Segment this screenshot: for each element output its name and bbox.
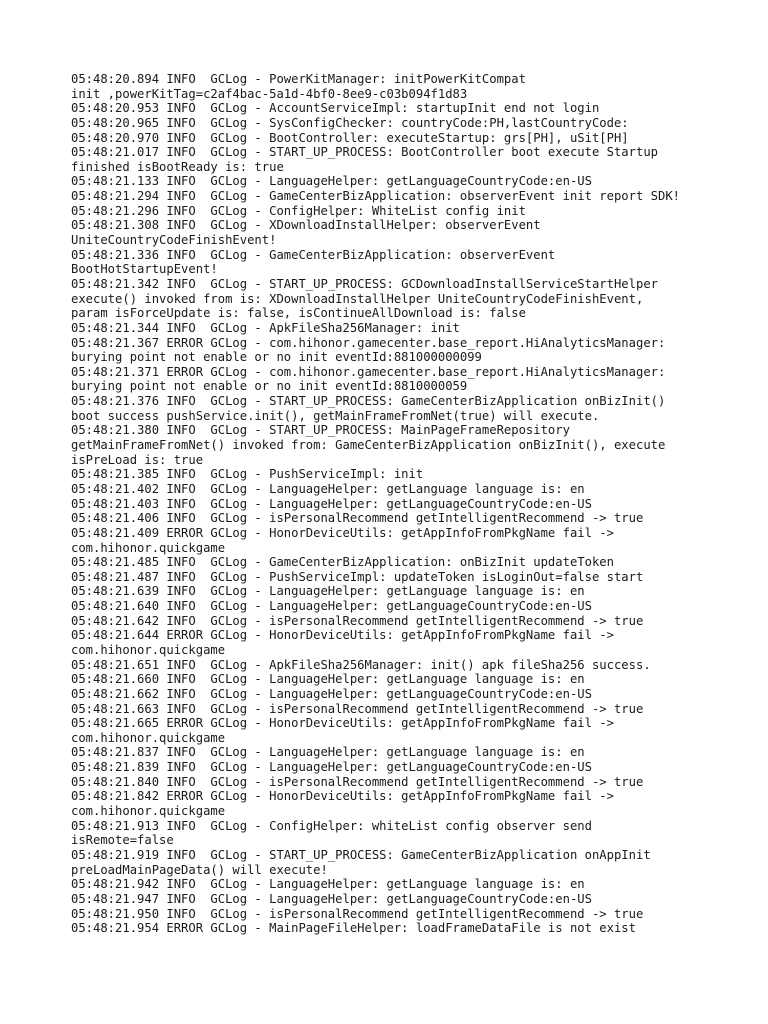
log-line: com.hihonor.quickgame bbox=[71, 540, 226, 555]
log-line: 05:48:21.367 ERROR GCLog - com.hihonor.gamecenter.base_report.HiAnalyticsManager: bbox=[71, 335, 666, 350]
log-line: 05:48:20.965 INFO GCLog - SysConfigChecker: countryCode:PH,lastCountryCode: bbox=[71, 115, 629, 130]
log-line: 05:48:21.402 INFO GCLog - LanguageHelper: getLanguage language is: en bbox=[71, 481, 585, 496]
log-line: 05:48:21.308 INFO GCLog - XDownloadInstallHelper: observerEvent bbox=[71, 218, 541, 233]
log-text-body bbox=[71, 72, 731, 936]
log-line: com.hihonor.quickgame bbox=[71, 642, 226, 657]
log-line: BootHotStartupEvent! bbox=[71, 262, 218, 277]
log-line: 05:48:21.919 INFO GCLog - START_UP_PROCESS: GameCenterBizApplication onAppInit bbox=[71, 847, 651, 862]
log-line: 05:48:21.296 INFO GCLog - ConfigHelper: WhiteList config init bbox=[71, 203, 526, 218]
log-line: 05:48:21.947 INFO GCLog - LanguageHelper: getLanguageCountryCode:en-US bbox=[71, 891, 592, 906]
log-line: 05:48:21.660 INFO GCLog - LanguageHelper: getLanguage language is: en bbox=[71, 672, 585, 687]
log-line: 05:48:21.942 INFO GCLog - LanguageHelper: getLanguage language is: en bbox=[71, 877, 585, 892]
log-line: 05:48:21.017 INFO GCLog - START_UP_PROCESS: BootController boot execute Startup bbox=[71, 145, 658, 160]
log-line: 05:48:21.371 ERROR GCLog - com.hihonor.gamecenter.base_report.HiAnalyticsManager: bbox=[71, 364, 666, 379]
log-line: 05:48:21.837 INFO GCLog - LanguageHelper: getLanguage language is: en bbox=[71, 745, 585, 760]
log-line: 05:48:21.336 INFO GCLog - GameCenterBizApplication: observerEvent bbox=[71, 247, 556, 262]
log-line: 05:48:21.954 ERROR GCLog - MainPageFileHelper: loadFrameDataFile is not exist bbox=[71, 921, 636, 936]
log-line: burying point not enable or no init eventId:881000000099 bbox=[71, 350, 482, 365]
log-line: 05:48:21.133 INFO GCLog - LanguageHelper: getLanguageCountryCode:en-US bbox=[71, 174, 592, 189]
log-line: 05:48:21.840 INFO GCLog - isPersonalRecommend getIntelligentRecommend -> true bbox=[71, 774, 644, 789]
log-line: UniteCountryCodeFinishEvent! bbox=[71, 233, 277, 248]
log-line: 05:48:21.403 INFO GCLog - LanguageHelper: getLanguageCountryCode:en-US bbox=[71, 496, 592, 511]
log-line: 05:48:21.485 INFO GCLog - GameCenterBizApplication: onBizInit updateToken bbox=[71, 555, 614, 570]
log-line: 05:48:21.642 INFO GCLog - isPersonalRecommend getIntelligentRecommend -> true bbox=[71, 613, 644, 628]
log-line: 05:48:21.376 INFO GCLog - START_UP_PROCESS: GameCenterBizApplication onBizInit() bbox=[71, 394, 666, 409]
log-line: 05:48:21.640 INFO GCLog - LanguageHelper: getLanguageCountryCode:en-US bbox=[71, 599, 592, 614]
log-line: isPreLoad is: true bbox=[71, 452, 204, 467]
log-line: 05:48:21.663 INFO GCLog - isPersonalRecommend getIntelligentRecommend -> true bbox=[71, 701, 644, 716]
log-line: com.hihonor.quickgame bbox=[71, 730, 226, 745]
log-line: 05:48:21.651 INFO GCLog - ApkFileSha256Manager: init() apk fileSha256 success. bbox=[71, 657, 651, 672]
log-line: 05:48:20.894 INFO GCLog - PowerKitManager: initPowerKitCompat bbox=[71, 72, 526, 86]
log-line: 05:48:21.294 INFO GCLog - GameCenterBizApplication: observerEvent init report SDK! bbox=[71, 189, 681, 204]
log-line: execute() invoked from is: XDownloadInstallHelper UniteCountryCodeFinishEvent, bbox=[71, 291, 644, 306]
log-line: 05:48:21.344 INFO GCLog - ApkFileSha256Manager: init bbox=[71, 320, 460, 335]
log-line: com.hihonor.quickgame bbox=[71, 804, 226, 819]
log-line: boot success pushService.init(), getMainFrameFromNet(true) will execute. bbox=[71, 408, 600, 423]
log-line: param isForceUpdate is: false, isContinueAllDownload is: false bbox=[71, 306, 526, 321]
log-line: 05:48:21.487 INFO GCLog - PushServiceImpl: updateToken isLoginOut=false start bbox=[71, 569, 644, 584]
log-line: 05:48:21.839 INFO GCLog - LanguageHelper: getLanguageCountryCode:en-US bbox=[71, 760, 592, 775]
log-line: getMainFrameFromNet() invoked from: GameCenterBizApplication onBizInit(), execute bbox=[71, 438, 666, 453]
log-line: burying point not enable or no init eventId:8810000059 bbox=[71, 379, 468, 394]
log-line: preLoadMainPageData() will execute! bbox=[71, 862, 328, 877]
log-line: 05:48:20.953 INFO GCLog - AccountServiceImpl: startupInit end not login bbox=[71, 101, 600, 116]
log-line: 05:48:21.665 ERROR GCLog - HonorDeviceUtils: getAppInfoFromPkgName fail -> bbox=[71, 716, 614, 731]
log-line: 05:48:21.409 ERROR GCLog - HonorDeviceUtils: getAppInfoFromPkgName fail -> bbox=[71, 525, 614, 540]
log-line: 05:48:21.639 INFO GCLog - LanguageHelper: getLanguage language is: en bbox=[71, 584, 585, 599]
log-line: finished isBootReady is: true bbox=[71, 159, 284, 174]
log-line: 05:48:21.842 ERROR GCLog - HonorDeviceUtils: getAppInfoFromPkgName fail -> bbox=[71, 789, 614, 804]
log-line: 05:48:21.342 INFO GCLog - START_UP_PROCESS: GCDownloadInstallServiceStartHelper bbox=[71, 276, 658, 291]
log-line: 05:48:21.950 INFO GCLog - isPersonalRecommend getIntelligentRecommend -> true bbox=[71, 906, 644, 921]
log-line: init ,powerKitTag=c2af4bac-5a1d-4bf0-8ee9-c03b094f1d83 bbox=[71, 86, 468, 101]
log-line: 05:48:21.644 ERROR GCLog - HonorDeviceUtils: getAppInfoFromPkgName fail -> bbox=[71, 628, 614, 643]
log-line: 05:48:21.380 INFO GCLog - START_UP_PROCESS: MainPageFrameRepository bbox=[71, 423, 570, 438]
log-line: 05:48:21.406 INFO GCLog - isPersonalRecommend getIntelligentRecommend -> true bbox=[71, 511, 644, 526]
log-line: 05:48:21.662 INFO GCLog - LanguageHelper: getLanguageCountryCode:en-US bbox=[71, 686, 592, 701]
log-line: 05:48:21.385 INFO GCLog - PushServiceImpl: init bbox=[71, 467, 424, 482]
log-line: 05:48:21.913 INFO GCLog - ConfigHelper: whiteList config observer send bbox=[71, 818, 592, 833]
log-line: isRemote=false bbox=[71, 833, 174, 848]
log-line: 05:48:20.970 INFO GCLog - BootController: executeStartup: grs[PH], uSit[PH] bbox=[71, 130, 629, 145]
